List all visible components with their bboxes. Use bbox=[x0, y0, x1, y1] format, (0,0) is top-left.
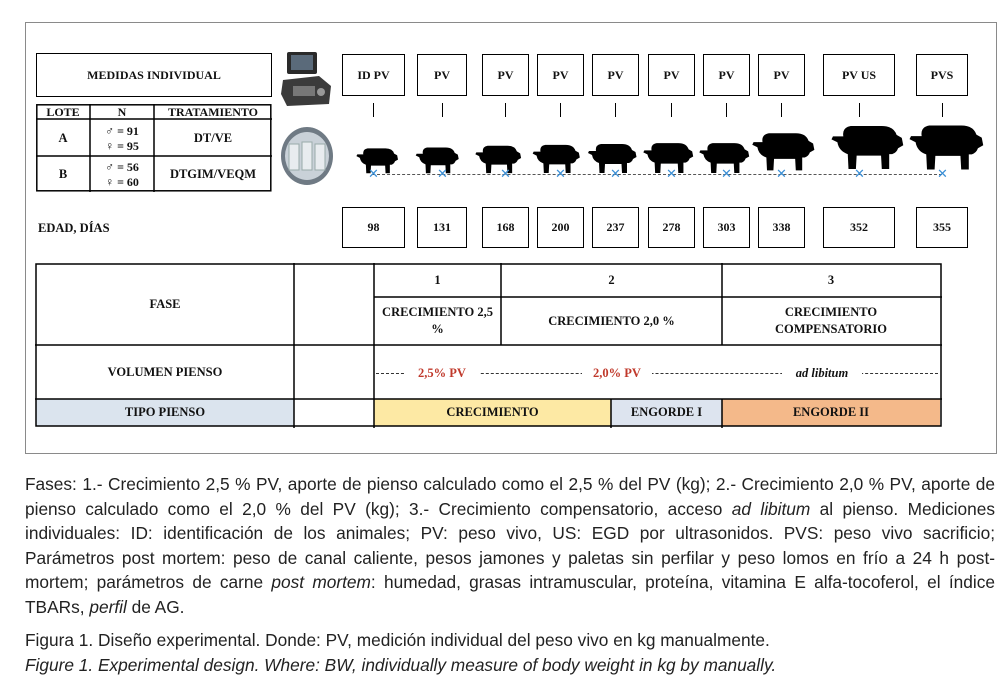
lote-a-female: ♀ = 95 bbox=[105, 139, 139, 153]
timeline-marker: ✕ bbox=[555, 167, 566, 182]
edad-label: EDAD, DÍAS bbox=[38, 221, 110, 235]
volumen-value: 2,5% PV bbox=[405, 364, 479, 382]
timeline-marker: ✕ bbox=[666, 167, 677, 182]
timeline-marker: ✕ bbox=[721, 167, 732, 182]
phase-number: 2 bbox=[608, 273, 615, 288]
lote-a: A bbox=[58, 131, 68, 146]
pig-icon bbox=[472, 142, 524, 175]
lote-a-treatment: DT/VE bbox=[193, 131, 233, 146]
age-box: 200 bbox=[537, 207, 584, 248]
measure-box: PV bbox=[648, 54, 695, 96]
lote-b: B bbox=[58, 167, 68, 182]
tipo-label: TIPO PIENSO bbox=[124, 405, 206, 420]
measure-box: ID PV bbox=[342, 54, 405, 96]
age-box: 355 bbox=[916, 207, 968, 248]
timeline-marker: ✕ bbox=[776, 167, 787, 182]
measure-box: PV bbox=[417, 54, 467, 96]
age-box: 338 bbox=[758, 207, 805, 248]
measure-box: PV bbox=[592, 54, 639, 96]
pig-icon bbox=[830, 117, 904, 175]
age-box: 98 bbox=[342, 207, 405, 248]
n-header: N bbox=[117, 104, 127, 119]
phase-name: CRECIMIENTO 2,5 % bbox=[382, 305, 493, 336]
lote-b-female: ♀ = 60 bbox=[105, 174, 139, 189]
age-box: 303 bbox=[703, 207, 750, 248]
timeline-marker: ✕ bbox=[854, 167, 865, 182]
measure-box: PV US bbox=[823, 54, 895, 96]
age-box: 168 bbox=[482, 207, 529, 248]
measure-box: PVS bbox=[916, 54, 968, 96]
figure-caption-en: Figure 1. Experimental design. Where: BW, individually measure of body weight in kg by manually. bbox=[25, 655, 777, 675]
timeline-marker: ✕ bbox=[937, 167, 948, 182]
tipo-value: ENGORDE I bbox=[630, 405, 703, 420]
lote-a-n bbox=[90, 121, 154, 157]
volumen-label: VOLUMEN PIENSO bbox=[107, 365, 223, 380]
timeline-marker: ✕ bbox=[368, 167, 379, 182]
timeline-marker: ✕ bbox=[610, 167, 621, 182]
measure-box: PV bbox=[537, 54, 584, 96]
measures-title: MEDIDAS INDIVIDUAL bbox=[36, 53, 272, 97]
lote-b-n bbox=[90, 157, 154, 192]
measure-box: PV bbox=[758, 54, 805, 96]
volumen-value: ad libitum bbox=[782, 364, 862, 382]
phase-name: CRECIMIENTO 2,0 % bbox=[548, 313, 675, 328]
phase-name: CRECIMIENTO COMPENSATORIO bbox=[774, 305, 888, 336]
tipo-value: ENGORDE II bbox=[792, 405, 870, 420]
lote-header: LOTE bbox=[46, 104, 80, 119]
measure-box: PV bbox=[482, 54, 529, 96]
age-box: 352 bbox=[823, 207, 895, 248]
measure-box: PV bbox=[703, 54, 750, 96]
ultrasound-device-icon bbox=[279, 50, 333, 108]
timeline-marker: ✕ bbox=[500, 167, 511, 182]
caption-paragraph: Fases: 1.- Crecimiento 2,5 % PV, aporte de pienso calculado como el 2,5 % del PV (kg); 2.- Crecimiento 2,0 % PV, aporte de pienso calculado como el 2,0 % del PV (kg); 3.- Crecimiento compensatorio, acceso ad libitum al pienso. Mediciones individuales: ID: identificación de los animales; PV: peso vivo, US: EGD por ultrasonidos. PVS: peso vivo sacrificio; Parámetros post mortem: peso de canal caliente, pesos jamones y paletas sin perfilar y peso lomos en frío a 24 h post-mortem; parámetros de carne post mortem: humedad, grasas intramuscular, proteína, vitamina E alfa-tocoferol, el índice TBARs, perfil de AG. bbox=[25, 474, 995, 617]
tratamiento-header: TRATAMIENTO bbox=[167, 104, 258, 119]
age-box: 237 bbox=[592, 207, 639, 248]
age-box: 278 bbox=[648, 207, 695, 248]
lote-a-male: ♂ = 91 bbox=[105, 124, 139, 138]
meat-samples-icon bbox=[280, 126, 334, 186]
volumen-value: 2,0% PV bbox=[582, 364, 652, 382]
age-box: 131 bbox=[417, 207, 467, 248]
phase-number: 3 bbox=[827, 273, 835, 288]
phase-number: 1 bbox=[434, 273, 441, 288]
timeline-marker: ✕ bbox=[437, 167, 448, 182]
lote-b-male: ♂ = 56 bbox=[105, 159, 139, 174]
lote-b-treatment: DTGIM/VEQM bbox=[169, 167, 257, 182]
figure-caption-es: Figura 1. Diseño experimental. Donde: PV, medición individual del peso vivo en kg manualmente. bbox=[25, 630, 770, 650]
fase-label: FASE bbox=[149, 297, 181, 312]
tipo-value: CRECIMIENTO bbox=[446, 405, 539, 420]
